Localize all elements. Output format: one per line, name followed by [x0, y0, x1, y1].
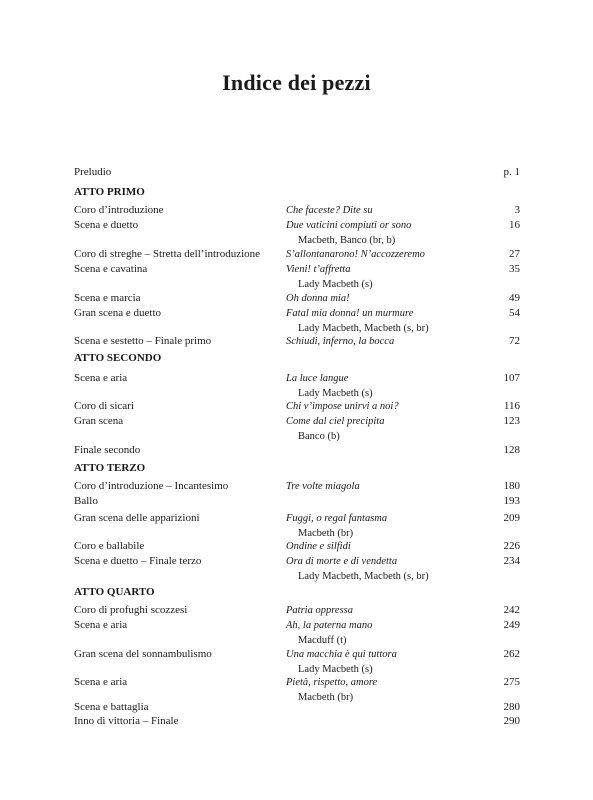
- piece-title: Coro di profughi scozzesi: [74, 604, 188, 616]
- incipit-text: Oh donna mia!: [286, 293, 350, 304]
- roles-text: Lady Macbeth (s): [298, 279, 373, 290]
- page-number: 180: [503, 480, 520, 492]
- incipit-text: Ora di morte e di vendetta: [286, 556, 398, 567]
- roles-text: Lady Macbeth, Macbeth (s, br): [298, 571, 429, 582]
- piece-title: Gran scena: [74, 415, 124, 427]
- incipit-text: Due vaticini compiuti or sono: [286, 220, 412, 231]
- page-number: 107: [503, 372, 520, 384]
- page-number: 116: [503, 400, 520, 412]
- page-number: 226: [503, 540, 520, 552]
- piece-title: Scena e battaglia: [74, 701, 149, 713]
- page-number: p. 1: [503, 166, 520, 178]
- roles-text: Lady Macbeth, Macbeth (s, br): [298, 323, 429, 334]
- page-number: 249: [503, 619, 520, 631]
- piece-title: Inno di vittoria – Finale: [74, 715, 179, 727]
- page-number: 128: [503, 444, 520, 456]
- roles-text: Macbeth, Banco (br, b): [298, 235, 396, 246]
- piece-title: Coro d’introduzione: [74, 204, 164, 216]
- incipit-text: Vieni! t’affretta: [286, 264, 351, 275]
- piece-title: Coro e ballabile: [74, 540, 145, 552]
- incipit-text: La luce langue: [286, 373, 349, 384]
- page-number: 193: [503, 495, 520, 507]
- roles-text: Lady Macbeth (s): [298, 664, 373, 675]
- act-title: ATTO PRIMO: [74, 186, 145, 198]
- piece-title: Scena e marcia: [74, 292, 141, 304]
- incipit-text: Ondine e silfidi: [286, 541, 351, 552]
- page-number: 280: [503, 701, 520, 713]
- roles-text: Macduff (t): [298, 635, 347, 646]
- page-number: 209: [503, 512, 520, 524]
- piece-title: Scena e aria: [74, 619, 128, 631]
- piece-title: Coro di streghe – Stretta dell’introduzione: [74, 248, 261, 260]
- page-number: 234: [503, 555, 520, 567]
- page-number: 262: [503, 648, 520, 660]
- incipit-text: Patria oppressa: [286, 605, 353, 616]
- piece-title: Scena e cavatina: [74, 263, 148, 275]
- piece-title: Coro d’introduzione – Incantesimo: [74, 480, 229, 492]
- piece-title: Scena e duetto – Finale terzo: [74, 555, 202, 567]
- roles-text: Banco (b): [298, 431, 340, 442]
- act-title: ATTO QUARTO: [74, 586, 155, 598]
- roles-text: Macbeth (br): [298, 528, 354, 539]
- piece-title: Scena e duetto: [74, 219, 139, 231]
- piece-title: Gran scena e duetto: [74, 307, 162, 319]
- page-title: Indice dei pezzi: [222, 70, 371, 95]
- incipit-text: Pietà, rispetto, amore: [286, 677, 378, 688]
- piece-title: Scena e sestetto – Finale primo: [74, 335, 212, 347]
- incipit-text: Una macchia è qui tuttora: [286, 649, 397, 660]
- page-number: 3: [514, 204, 520, 216]
- page-number: 54: [509, 307, 520, 319]
- page-number: 242: [503, 604, 520, 616]
- page-number: 275: [503, 676, 520, 688]
- incipit-text: Fuggi, o regal fantasma: [286, 513, 388, 524]
- page-number: 290: [503, 715, 520, 727]
- incipit-text: Fatal mia donna! un murmure: [286, 308, 414, 319]
- piece-title: Scena e aria: [74, 676, 128, 688]
- incipit-text: Che faceste? Dite su: [286, 205, 373, 216]
- piece-title: Ballo: [74, 495, 98, 507]
- page-number: 72: [509, 335, 520, 347]
- piece-title: Preludio: [74, 166, 112, 178]
- piece-title: Coro di sicari: [74, 400, 134, 412]
- act-title: ATTO SECONDO: [74, 352, 162, 364]
- incipit-text: Ah, la paterna mano: [286, 620, 373, 631]
- incipit-text: Come dal ciel precipita: [286, 416, 385, 427]
- page-number: 123: [503, 415, 520, 427]
- incipit-text: Schiudi, inferno, la bocca: [286, 336, 395, 347]
- page-number: 27: [509, 248, 520, 260]
- piece-title: Scena e aria: [74, 372, 128, 384]
- roles-text: Lady Macbeth (s): [298, 388, 373, 399]
- roles-text: Macbeth (br): [298, 692, 354, 703]
- piece-title: Gran scena delle apparizioni: [74, 512, 200, 524]
- page-number: 49: [509, 292, 520, 304]
- page-number: 16: [509, 219, 520, 231]
- piece-title: Finale secondo: [74, 444, 141, 456]
- incipit-text: S’allontanarono! N’accozzeremo: [286, 249, 425, 260]
- act-title: ATTO TERZO: [74, 462, 146, 474]
- piece-title: Gran scena del sonnambulismo: [74, 648, 212, 660]
- incipit-text: Tre volte miagola: [286, 481, 360, 492]
- incipit-text: Chi v’impose unirvi a noi?: [286, 401, 399, 412]
- page-number: 35: [509, 263, 520, 275]
